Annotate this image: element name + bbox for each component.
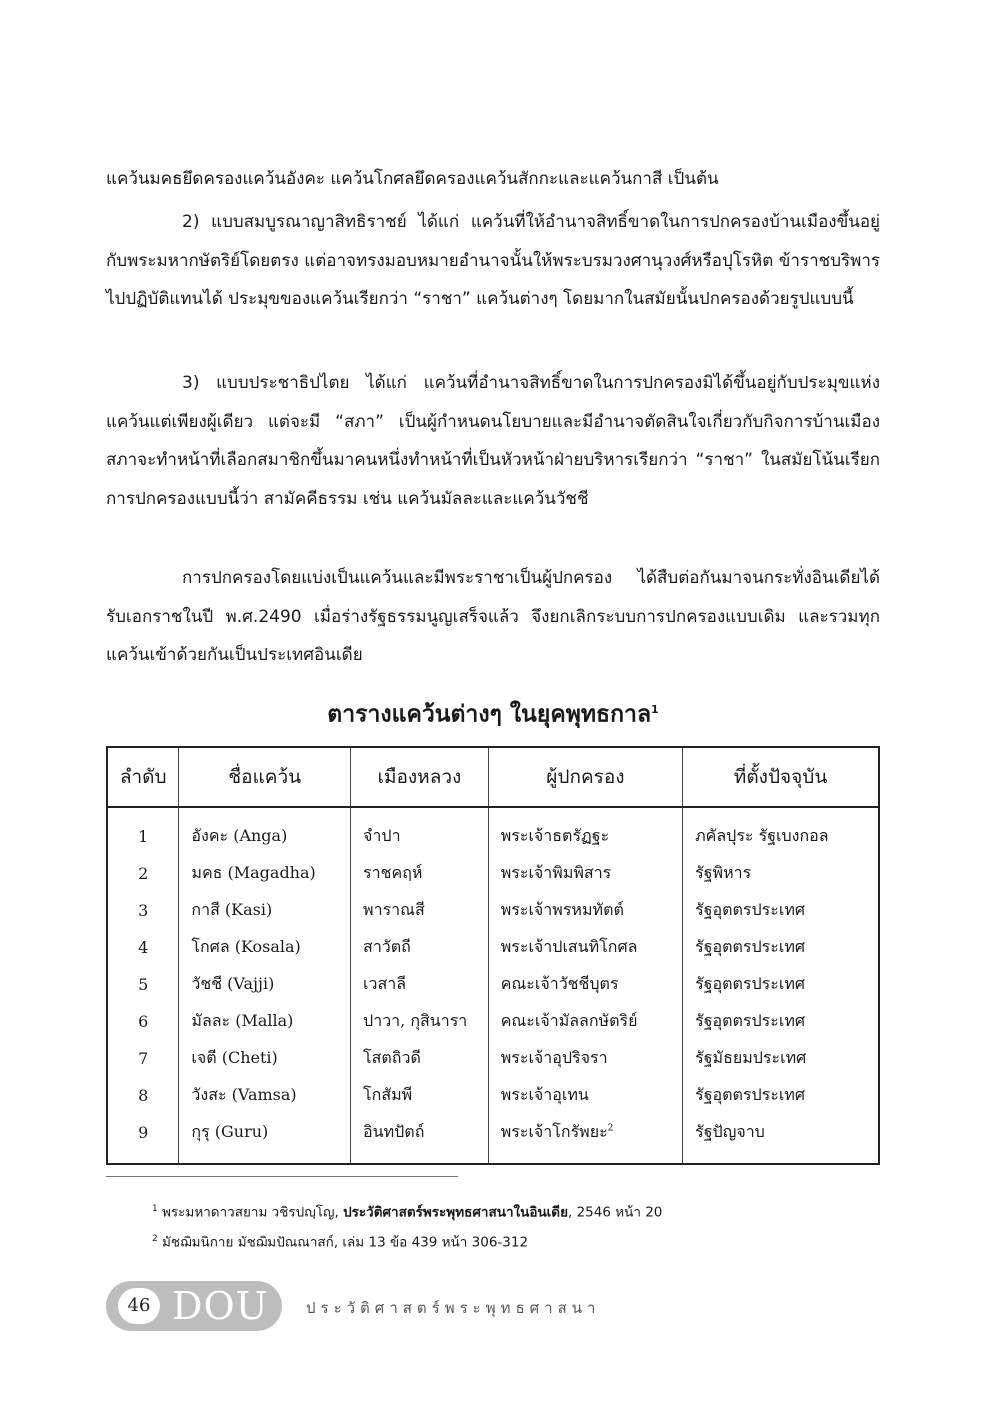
cell-order xyxy=(107,807,179,855)
cell-capital xyxy=(351,1077,489,1114)
table-header-row xyxy=(107,747,879,807)
cell-location-text: รัฐพิหาร xyxy=(695,863,752,882)
cell-location-text: ภคัลปุระ รัฐเบงกอล xyxy=(695,826,829,845)
paragraph-absolute-monarchy xyxy=(106,203,880,319)
footnote-book-title: ประวัติศาสตร์พระพุทธศาสนาในอินเดีย xyxy=(343,1204,568,1221)
cell-capital-text: เวสาลี xyxy=(363,974,407,993)
header-location: ที่ตั้งปัจจุบัน xyxy=(683,747,879,807)
footnote-ref: 2 xyxy=(607,1123,614,1134)
cell-capital xyxy=(351,966,489,1003)
paragraph-governance-history xyxy=(106,559,880,675)
cell-ruler xyxy=(488,807,682,855)
cell-ruler xyxy=(488,1114,682,1164)
table-row xyxy=(107,1040,879,1077)
cell-capital-text: ปาวา, กุสินารา xyxy=(363,1011,468,1030)
cell-location xyxy=(683,855,879,892)
cell-location-text: รัฐอุตตรประเทศ xyxy=(695,937,806,956)
cell-order-text: 5 xyxy=(138,975,149,994)
cell-capital xyxy=(351,1040,489,1077)
cell-location xyxy=(683,1114,879,1164)
cell-ruler xyxy=(488,892,682,929)
cell-location xyxy=(683,1040,879,1077)
paragraph-text: การปกครองโดยแบ่งเป็นแคว้นและมีพระราชาเป็นผู้ปกครอง ได้สืบต่อกันมาจนกระทั่งอินเดียได้รับเอกราชในปี พ.ศ.2490 เมื่อร่างรัฐธรรมนูญเสร็จแล้ว จึงยกเลิกระบบการปกครองแบบเดิม และรวมทุกแคว้นเข้าด้วยกันเป็นประเทศอินเดีย xyxy=(106,568,880,665)
table-row xyxy=(107,892,879,929)
cell-order-text: 4 xyxy=(138,938,149,957)
header-ruler: ผู้ปกครอง xyxy=(488,747,682,807)
cell-ruler-text: พระเจ้าโกรัพยะ xyxy=(500,1122,608,1141)
cell-capital-text: ราชคฤห์ xyxy=(363,863,423,882)
cell-location-text: รัฐปัญจาบ xyxy=(695,1122,765,1141)
cell-order xyxy=(107,929,179,966)
cell-order xyxy=(107,1003,179,1040)
paragraph-text: 2) แบบสมบูรณาญาสิทธิราชย์ ได้แก่ แคว้นที่ให้อำนาจสิทธิ์ขาดในการปกครองบ้านเมืองขึ้นอยู่กับพระมหากษัตริย์โดยตรง แต่อาจทรงมอบหมายอำนาจนั้นให้พระบรมวงศานุวงศ์หรือปุโรหิต ข้าราชบริพารไปปฏิบัติแทนได้ ประมุขของแคว้นเรียกว่า “ราชา” แคว้นต่างๆ โดยมากในสมัยนั้นปกครองด้วยรูปแบบนี้ xyxy=(106,212,880,309)
cell-order-text: 9 xyxy=(138,1123,149,1142)
cell-kingdom xyxy=(179,929,351,966)
footnote-2 xyxy=(152,1227,528,1255)
cell-ruler xyxy=(488,929,682,966)
table-title xyxy=(106,690,880,735)
cell-order-text: 8 xyxy=(138,1086,149,1105)
cell-ruler-text: คณะเจ้าวัชชีบุตร xyxy=(500,974,619,993)
cell-kingdom-text: อังคะ (Anga) xyxy=(191,826,288,845)
cell-location xyxy=(683,966,879,1003)
cell-kingdom-text: โกศล (Kosala) xyxy=(191,937,301,956)
cell-location xyxy=(683,1077,879,1114)
cell-kingdom xyxy=(179,1114,351,1164)
cell-order-text: 7 xyxy=(138,1049,149,1068)
cell-order xyxy=(107,892,179,929)
cell-kingdom-text: กุรุ (Guru) xyxy=(191,1122,269,1141)
cell-ruler xyxy=(488,1077,682,1114)
footnote-page: , 2546 หน้า 20 xyxy=(567,1204,663,1221)
table-row xyxy=(107,966,879,1003)
cell-location-text: รัฐมัธยมประเทศ xyxy=(695,1048,807,1067)
cell-ruler xyxy=(488,1003,682,1040)
cell-ruler xyxy=(488,1040,682,1077)
table-row xyxy=(107,1114,879,1164)
table-row xyxy=(107,855,879,892)
cell-capital xyxy=(351,807,489,855)
cell-kingdom xyxy=(179,807,351,855)
header-kingdom: ชื่อแคว้น xyxy=(179,747,351,807)
cell-location xyxy=(683,892,879,929)
cell-order xyxy=(107,1040,179,1077)
cell-capital-text: จำปา xyxy=(363,826,401,845)
cell-kingdom-text: กาสี (Kasi) xyxy=(191,900,273,919)
header-capital: เมืองหลวง xyxy=(351,747,489,807)
cell-order xyxy=(107,1077,179,1114)
cell-order-text: 3 xyxy=(138,901,149,920)
footnote-mark: 2 xyxy=(152,1234,158,1244)
cell-capital xyxy=(351,892,489,929)
cell-ruler-text: คณะเจ้ามัลลกษัตริย์ xyxy=(500,1011,638,1030)
cell-capital xyxy=(351,929,489,966)
footnote-1 xyxy=(152,1197,662,1225)
page-badge xyxy=(106,1281,282,1331)
dou-logo: DOU xyxy=(172,1284,269,1328)
cell-location xyxy=(683,807,879,855)
table-row xyxy=(107,929,879,966)
cell-kingdom xyxy=(179,1077,351,1114)
cell-ruler-text: พระเจ้าพรหมทัตต์ xyxy=(500,900,624,919)
cell-order xyxy=(107,855,179,892)
footnote-mark: 1 xyxy=(152,1204,158,1214)
cell-ruler-text: พระเจ้าอุเทน xyxy=(500,1085,589,1104)
paragraph-continuation: แคว้นมคธยึดครองแคว้นอังคะ แคว้นโกศลยึดครองแคว้นสักกะและแคว้นกาสี เป็นต้น xyxy=(106,169,719,189)
cell-kingdom xyxy=(179,892,351,929)
cell-kingdom-text: มัลละ (Malla) xyxy=(191,1011,294,1030)
cell-capital-text: พาราณสี xyxy=(363,900,425,919)
cell-kingdom-text: มคธ (Magadha) xyxy=(191,863,316,882)
cell-ruler xyxy=(488,966,682,1003)
table-title-text: ตารางแคว้นต่างๆ ในยุคพุทธกาล xyxy=(327,701,652,728)
cell-capital xyxy=(351,1114,489,1164)
cell-kingdom-text: เจตี (Cheti) xyxy=(191,1048,278,1067)
cell-capital-text: โสตถิวดี xyxy=(363,1048,421,1067)
cell-ruler-text: พระเจ้าปเสนทิโกศล xyxy=(500,937,638,956)
cell-order xyxy=(107,1114,179,1164)
cell-order xyxy=(107,966,179,1003)
cell-location xyxy=(683,929,879,966)
page-number: 46 xyxy=(118,1288,160,1324)
table-row xyxy=(107,1003,879,1040)
paragraph-democracy xyxy=(106,364,880,518)
footnote-text: มัชฌิมนิกาย มัชฌิมปัณณาสก์, เล่ม 13 ข้อ 439 หน้า 306-312 xyxy=(162,1234,529,1251)
paragraph-text: 3) แบบประชาธิปไตย ได้แก่ แคว้นที่อำนาจสิทธิ์ขาดในการปกครองมิได้ขึ้นอยู่กับประมุขแห่งแคว้นแต่เพียงผู้เดียว แต่จะมี “สภา” เป็นผู้กำหนดนโยบายและมีอำนาจตัดสินใจเกี่ยวกับกิจการบ้านเมือง สภาจะทำหน้าที่เลือกสมาชิกขึ้นมาคนหนึ่งทำหน้าที่เป็นหัวหน้าฝ่ายบริหารเรียกว่า “ราชา” ในสมัยโน้นเรียกการปกครองแบบนี้ว่า สามัคคีธรรม เช่น แคว้นมัลละและแคว้นวัชชี xyxy=(106,373,880,509)
cell-kingdom xyxy=(179,855,351,892)
cell-ruler-text: พระเจ้าอุปริจรา xyxy=(500,1048,608,1067)
cell-order-text: 1 xyxy=(138,827,149,846)
cell-location xyxy=(683,1003,879,1040)
footnote-divider xyxy=(106,1176,458,1177)
cell-order-text: 6 xyxy=(138,1012,149,1031)
cell-kingdom-text: วังสะ (Vamsa) xyxy=(191,1085,297,1104)
cell-kingdom-text: วัชชี (Vajji) xyxy=(191,974,275,993)
cell-ruler-text: พระเจ้าธตรัฏฐะ xyxy=(500,826,610,845)
cell-location-text: รัฐอุตตรประเทศ xyxy=(695,1011,806,1030)
footnote-author: พระมหาดาวสยาม วชิรปญฺโญ, xyxy=(162,1204,344,1221)
cell-location-text: รัฐอุตตรประเทศ xyxy=(695,900,806,919)
cell-location-text: รัฐอุตตรประเทศ xyxy=(695,1085,806,1104)
header-order: ลำดับ xyxy=(107,747,179,807)
table-row xyxy=(107,807,879,855)
cell-capital-text: สาวัตถี xyxy=(363,937,411,956)
running-title: ประวัติศาสตร์พระพุทธศาสนา xyxy=(306,1299,601,1317)
cell-kingdom xyxy=(179,966,351,1003)
cell-capital-text: อินทปัตถ์ xyxy=(363,1122,425,1141)
cell-capital xyxy=(351,1003,489,1040)
cell-ruler xyxy=(488,855,682,892)
footnote-ref: 1 xyxy=(651,703,659,716)
kingdoms-table xyxy=(106,746,880,1165)
table-row xyxy=(107,1077,879,1114)
cell-capital-text: โกสัมพี xyxy=(363,1085,413,1104)
cell-location-text: รัฐอุตตรประเทศ xyxy=(695,974,806,993)
cell-capital xyxy=(351,855,489,892)
cell-kingdom xyxy=(179,1040,351,1077)
cell-order-text: 2 xyxy=(138,864,149,883)
cell-kingdom xyxy=(179,1003,351,1040)
cell-ruler-text: พระเจ้าพิมพิสาร xyxy=(500,863,612,882)
